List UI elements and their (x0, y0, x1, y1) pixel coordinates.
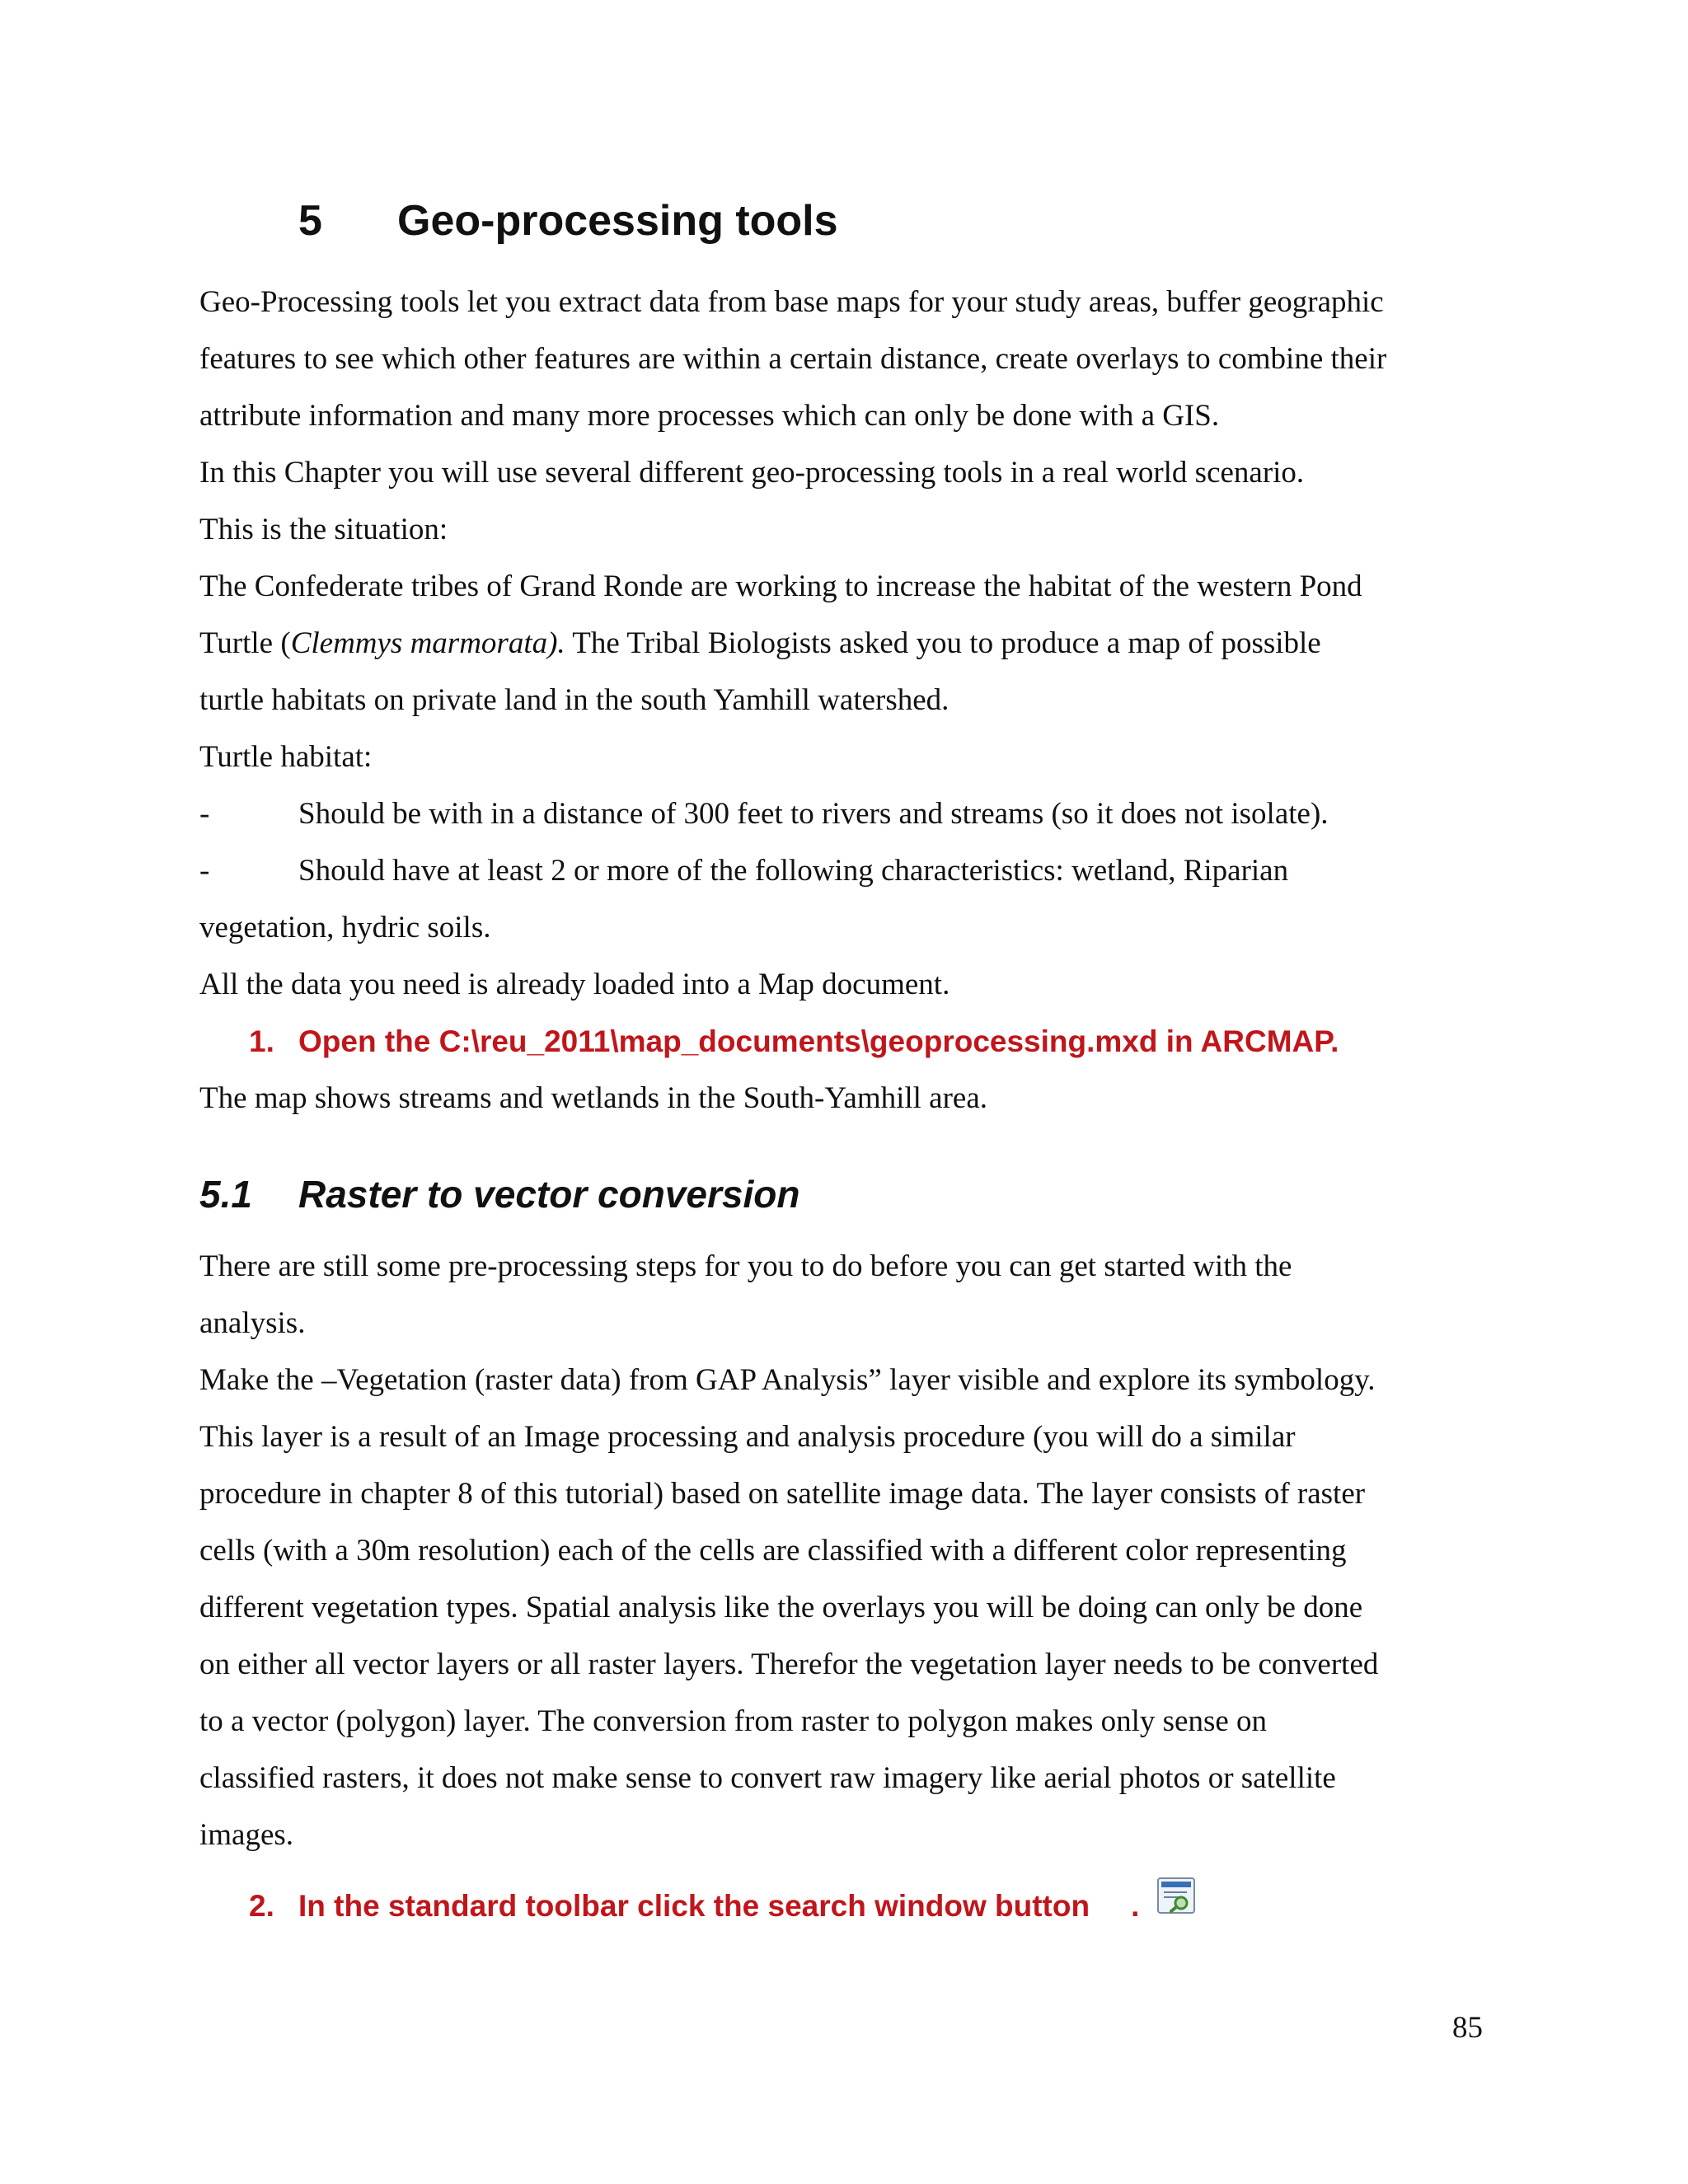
section-title: Raster to vector conversion (298, 1173, 800, 1216)
data-loaded-line: All the data you need is already loaded into a Map document. (199, 968, 950, 1001)
step-1 (249, 1023, 1485, 1061)
step-number: 1. (249, 1024, 274, 1058)
bullet-continuation: vegetation, hydric soils. (199, 911, 491, 944)
section-line: cells (with a 30m resolution) each of the cells are classified with a different color representing (199, 1534, 1347, 1568)
section-line: procedure in chapter 8 of this tutorial) based on satellite image data. The layer consists of raster (199, 1477, 1366, 1511)
section-line: analysis. (199, 1306, 306, 1340)
chapter-number: 5 (298, 197, 322, 245)
intro-line: Geo-Processing tools let you extract data from base maps for your study areas, buffer geographic (199, 285, 1384, 319)
turtle-line-before: Turtle ( (199, 626, 291, 660)
species-name: Clemmys marmorata). (290, 626, 565, 660)
turtle-line (199, 625, 1321, 663)
step-text (298, 1887, 1139, 1925)
step-number: 2. (249, 1889, 274, 1923)
bullet-text: Should be with in a distance of 300 feet to rivers and streams (so it does not isolate). (298, 797, 1329, 831)
bullet-dash: - (199, 854, 210, 888)
step-2 (249, 1887, 1197, 1925)
bullet-dash: - (199, 797, 210, 831)
section-line: There are still some pre-processing steps for you to do before you can get started with the (199, 1249, 1292, 1283)
chapter-title: Geo-processing tools (397, 197, 838, 245)
map-shows-line: The map shows streams and wetlands in the South-Yamhill area. (199, 1081, 988, 1115)
intro-line: attribute information and many more processes which can only be done with a GIS. (199, 399, 1220, 433)
section-line: This layer is a result of an Image processing and analysis procedure (you will do a similar (199, 1420, 1296, 1454)
step-text: Open the C:\reu_2011\map_documents\geoprocessing.mxd in ARCMAP. (298, 1024, 1339, 1058)
section-line: different vegetation types. Spatial analysis like the overlays you will be doing can only be done (199, 1591, 1363, 1624)
intro-line: This is the situation: (199, 513, 448, 546)
step-text-suffix: . (1131, 1889, 1140, 1923)
page-number: 85 (1452, 2011, 1483, 2045)
turtle-line-after: The Tribal Biologists asked you to produce a map of possible (565, 626, 1321, 660)
search-window-icon (1157, 1877, 1195, 1914)
section-line: images. (199, 1818, 294, 1852)
intro-line: In this Chapter you will use several different geo-processing tools in a real world scenario. (199, 456, 1305, 490)
section-line: Make the –Vegetation (raster data) from GAP Analysis” layer visible and explore its symbology. (199, 1363, 1376, 1397)
bullet-text: Should have at least 2 or more of the following characteristics: wetland, Riparian (298, 854, 1289, 888)
section-line: to a vector (polygon) layer. The conversion from raster to polygon makes only sense on (199, 1704, 1268, 1738)
step-text-main: In the standard toolbar click the search window button (298, 1889, 1090, 1923)
intro-line: features to see which other features are within a certain distance, create overlays to combine their (199, 342, 1387, 376)
intro-line: The Confederate tribes of Grand Ronde are working to increase the habitat of the western Pond (199, 569, 1362, 603)
habitat-heading: Turtle habitat: (199, 740, 373, 774)
habitat-line: turtle habitats on private land in the south Yamhill watershed. (199, 683, 950, 717)
section-line: on either all vector layers or all raster layers. Therefor the vegetation layer needs to be converted (199, 1647, 1379, 1681)
section-line: classified rasters, it does not make sense to convert raw imagery like aerial photos or satellite (199, 1761, 1336, 1795)
section-number: 5.1 (199, 1173, 252, 1216)
